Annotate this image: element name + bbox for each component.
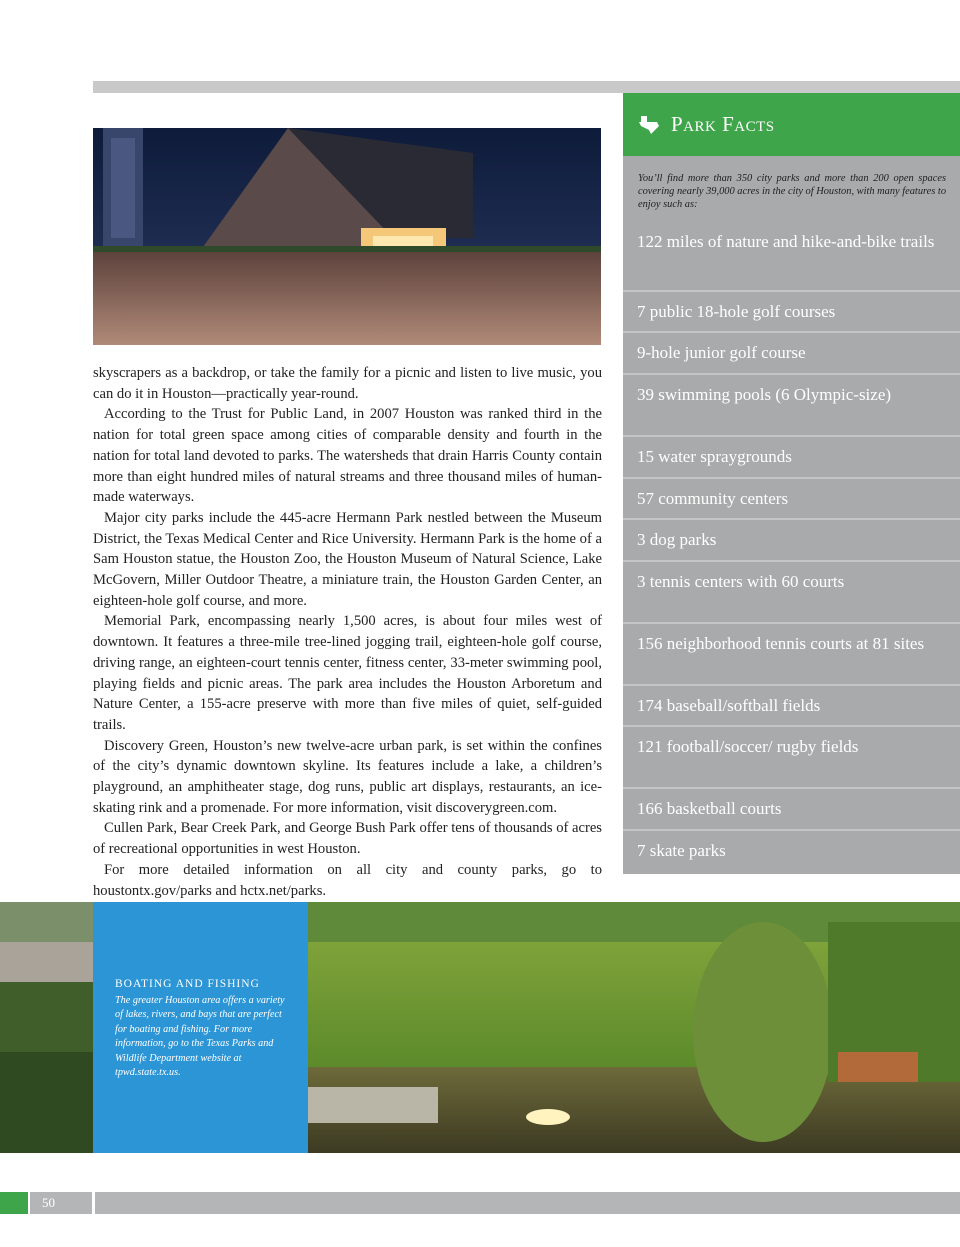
body-paragraph: Cullen Park, Bear Creek Park, and George Bush Park offer tens of thousands of acres of recreational opportunities in west Houston. <box>93 820 602 858</box>
fact-item: 15 water spraygrounds <box>623 437 960 479</box>
top-rule <box>93 81 960 93</box>
body-paragraph: Memorial Park, encompassing nearly 1,500 acres, is about four miles west of downtown. It features a three-mile tree-lined jogging trail, eighteen-hole golf course, driving range, an eighteen-court tennis center, fitness center, 33-meter swimming pool, playing fields and picnic areas. The park area includes the Houston Arboretum and Nature Center, a 155-acre preserve with more than five miles of quiet, self-guided trails. <box>93 613 602 733</box>
body-paragraph: For more detailed information on all city and county parks, go to houstontx.gov/parks and hctx.net/parks. <box>93 861 602 899</box>
park-crowd-photo <box>0 902 93 1153</box>
page-number: 50 <box>30 1192 92 1214</box>
fact-item: 7 skate parks <box>637 841 726 860</box>
boating-caption-box <box>93 902 308 1153</box>
caption-title: BOATING AND FISHING <box>115 978 260 990</box>
park-facts-title: Park Facts <box>671 112 775 136</box>
fact-item: 121 football/soccer/ rugby fields <box>623 727 960 789</box>
footer-accent <box>0 1192 28 1214</box>
article-body <box>93 363 602 901</box>
fact-item: 57 community centers <box>623 479 960 520</box>
fact-item: 3 tennis centers with 60 courts <box>623 562 960 624</box>
discovery-park-photo <box>308 902 960 1153</box>
body-paragraph: skyscrapers as a backdrop, or take the family for a picnic and listen to live music, you can do it in Houston—practically year-round. <box>93 365 602 402</box>
fact-item: 9-hole junior golf course <box>623 333 960 375</box>
park-facts-intro: You’ll find more than 350 city parks and more than 200 open spaces covering nearly 39,000 acres in the city of Houston, with many features to enjoy such as: <box>638 173 947 211</box>
fact-item: 174 baseball/softball fields <box>623 686 960 727</box>
fact-item: 156 neighborhood tennis courts at 81 sites <box>623 624 960 686</box>
footer-rule <box>95 1192 960 1214</box>
fact-item: 122 miles of nature and hike-and-bike trails <box>623 222 960 292</box>
concert-photo <box>93 128 601 345</box>
fact-item: 39 swimming pools (6 Olympic-size) <box>623 375 960 437</box>
body-paragraph: Discovery Green, Houston’s new twelve-acre urban park, is set within the confines of the city’s dynamic downtown skyline. Its features include a lake, a children’s playground, an amphitheater stage, dog runs, public art displays, restaurants, an ice-skating rink and a promenade. For more information, visit discoverygreen.com. <box>93 737 602 816</box>
caption-text: The greater Houston area offers a variety of lakes, rivers, and bays that are perfect for boating and fishing. For more information, go to the Texas Parks and Wildlife Department website at tpwd.state.tx.us. <box>115 995 285 1079</box>
park-facts-sidebar <box>623 93 960 874</box>
body-paragraph: According to the Trust for Public Land, in 2007 Houston was ranked third in the nation for total green space among cities of comparable density and fourth in the nation for total land devoted to parks. The watersheds that drain Harris County contain more than eight hundred miles of natural streams and three thousand miles of human-made waterways. <box>93 406 602 506</box>
texas-star-icon <box>637 114 661 136</box>
park-facts-header <box>623 93 960 156</box>
fact-item: 3 dog parks <box>623 520 960 562</box>
park-facts-list <box>623 222 960 872</box>
body-paragraph: Major city parks include the 445-acre Hermann Park nestled between the Museum District, the Texas Medical Center and Rice University. Hermann Park is the home of a Sam Houston statue, the Houston Zoo, the Houston Museum of Natural Science, Lake McGovern, Miller Outdoor Theatre, a miniature train, the Houston Garden Center, an eighteen-hole golf course, and more. <box>93 509 602 609</box>
fact-item: 166 basketball courts <box>623 789 960 831</box>
fact-item: 7 public 18-hole golf courses <box>623 292 960 333</box>
